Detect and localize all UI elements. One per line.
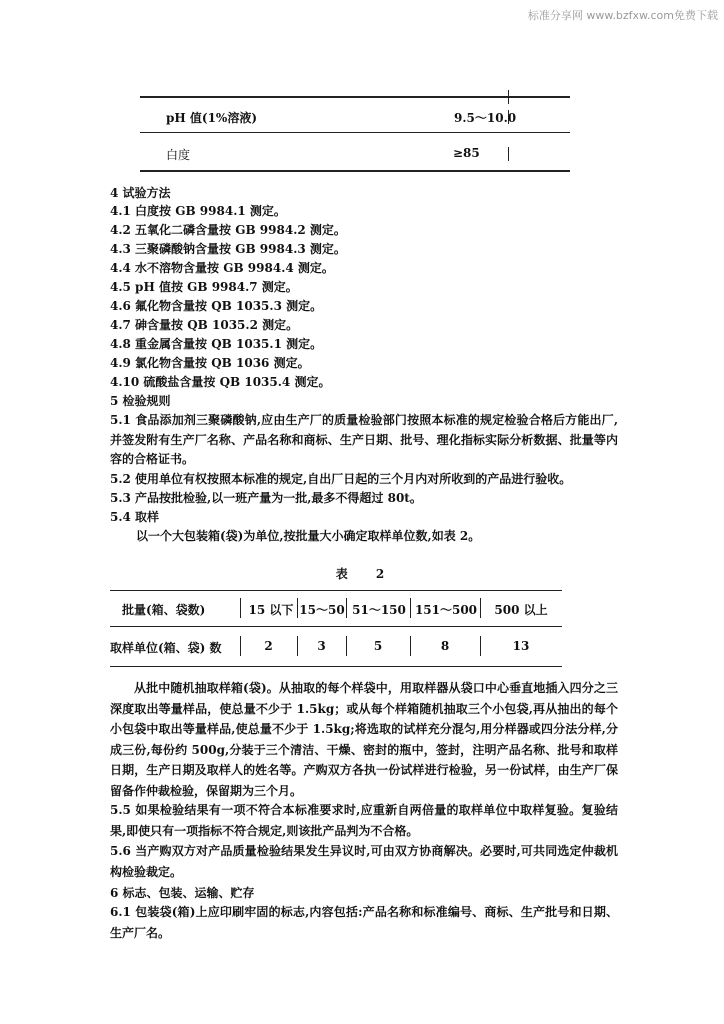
table-header-label: 批量(箱、袋数) <box>122 603 206 617</box>
table-rule <box>110 666 562 667</box>
table-cell: 白度 <box>166 148 191 162</box>
watermark: 标准分享网 www.bzfxw.com免费下载 <box>527 9 718 22</box>
section-heading: 4 试验方法 <box>110 186 171 200</box>
table-header-cell: 15 以下 <box>248 603 294 617</box>
table-rule <box>140 96 570 98</box>
table-cell: 3 <box>317 639 326 653</box>
paragraph: 以一个大包装箱(袋)为单位,按批量大小确定取样单位数,如表 2。 <box>136 529 481 543</box>
table-cell: 2 <box>264 639 273 653</box>
table-cell: 5 <box>373 639 383 653</box>
table-row-label: 取样单位(箱、袋) 数 <box>110 641 222 655</box>
paragraph: 从批中随机抽取样箱(袋)。从抽取的每个样袋中，用取样器从袋口中心垂直地插入四分之三深度取出等量样品，使总量不少于 1.5kg；或从每个样箱随机抽取三个小包袋,再从抽出的每个小包袋中取出等量样品,使总量不少于 1.5kg;将选取的试样充分混匀,用分样器或四分法分样,分成三份,每份约 500g,分装于三个清洁、干燥、密封的瓶中，签封，注明产品名称、批号和取样日期，生产日期及取样人的姓名等。产购双方各执一份试样进行检验，另一份试样，由生产厂保留备作仲裁检验，保留期为三个月。 <box>110 681 618 798</box>
table-rule <box>240 598 241 618</box>
list-item: 4.4 水不溶物含量按 GB 9984.4 测定。 <box>110 261 334 275</box>
list-item: 4.2 五氧化二磷含量按 GB 9984.2 测定。 <box>110 223 346 237</box>
table-rule <box>110 626 562 627</box>
table-rule <box>346 598 347 618</box>
table-rule <box>480 598 481 618</box>
table-rule <box>410 598 411 618</box>
list-item: 4.5 pH 值按 GB 9984.7 测定。 <box>110 280 298 294</box>
paragraph: 5.6 当产购双方对产品质量检验结果发生异议时,可由双方协商解决。必要时,可共同选定仲裁机构检验裁定。 <box>110 844 618 879</box>
table-header-cell: 500 以上 <box>494 603 548 617</box>
table-rule <box>110 590 562 591</box>
table-header-cell: 151～500 <box>414 603 478 617</box>
table-rule <box>140 132 570 133</box>
section-heading: 5.4 取样 <box>110 510 160 524</box>
paragraph: 5.3 产品按批检验,以一班产量为一批,最多不得超过 80t。 <box>110 491 422 505</box>
table-rule <box>508 90 509 104</box>
list-item: 4.10 硫酸盐含量按 QB 1035.4 测定。 <box>110 375 331 389</box>
paragraph: 5.5 如果检验结果有一项不符合本标准要求时,应重新自两倍量的取样单位中取样复验。复验结果,即使只有一项指标不符合规定,则该批产品判为不合格。 <box>110 803 618 838</box>
list-item: 4.7 砷含量按 QB 1035.2 测定。 <box>110 318 299 332</box>
table-cell: 13 <box>512 639 530 653</box>
list-item: 4.1 白度按 GB 9984.1 测定。 <box>110 204 286 218</box>
section-heading: 6 标志、包装、运输、贮存 <box>110 886 255 900</box>
table-cell: ≥85 <box>453 146 480 160</box>
table-header-cell: 15～50 <box>299 603 345 617</box>
list-item: 4.8 重金属含量按 QB 1035.1 测定。 <box>110 337 323 351</box>
list-item: 4.6 氟化物含量按 QB 1035.3 测定。 <box>110 299 323 313</box>
paragraph: 5.1 食品添加剂三聚磷酸钠,应由生产厂的质量检验部门按照本标准的规定检验合格后方能出厂,并签发附有生产厂名称、产品名称和商标、生产日期、批号、理化指标实际分析数据、批量等内容的合格证书。 <box>110 413 618 466</box>
paragraph: 5.2 使用单位有权按照本标准的规定,自出厂日起的三个月内对所收到的产品进行验收。 <box>110 472 572 486</box>
table-rule <box>297 598 298 618</box>
list-item: 4.9 氯化物含量按 QB 1036 测定。 <box>110 356 310 370</box>
sampling-table <box>110 588 566 668</box>
table-caption: 表 2 <box>335 567 397 581</box>
section-heading: 5 检验规则 <box>110 394 171 408</box>
list-item: 4.3 三聚磷酸钠含量按 GB 9984.3 测定。 <box>110 242 346 256</box>
table-rule <box>140 170 570 172</box>
table-header-cell: 51～150 <box>352 603 406 617</box>
spec-table-continuation <box>140 90 570 170</box>
table-rule <box>508 147 509 161</box>
paragraph: 6.1 包装袋(箱)上应印刷牢固的标志,内容包括:产品名称和标准编号、商标、生产批号和日期、生产厂名。 <box>110 905 618 940</box>
table-cell: pH 值(1%溶液) <box>166 111 258 125</box>
table-cell: 8 <box>440 639 450 653</box>
table-cell: 9.5～10.0 <box>454 111 517 125</box>
